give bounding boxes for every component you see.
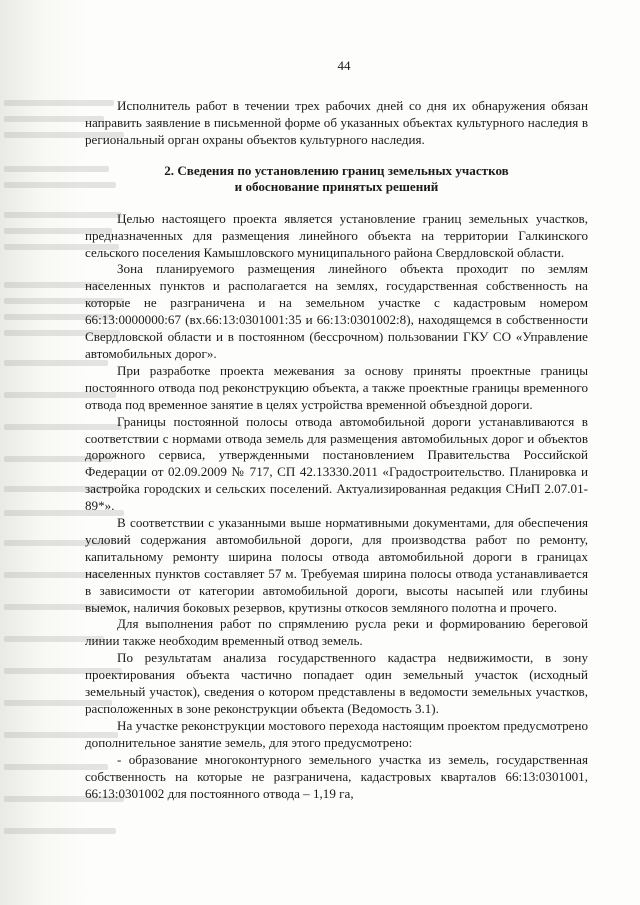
paragraph-boundaries-basis: При разработке проекта межевания за основу приняты проектные границы постоянного отвода под реконструкцию объекта, а также проектные границы временного отвода под временное занятие в целях устройства временной объездной дороги. bbox=[85, 362, 588, 412]
page-number: 44 bbox=[337, 58, 351, 73]
section-heading bbox=[85, 163, 588, 196]
list-item-multicontour-plot: - образование многоконтурного земельного участка из земель, государственная собственность на которые не разграничена, кадастровых кварталов 66:13:0301001, 66:13:0301002 для постоянного отвода – 1,19 га, bbox=[85, 751, 588, 801]
document-body bbox=[85, 98, 588, 802]
paragraph-cadastre: По результатам анализа государственного кадастра недвижимости, в зону проектирования объекта частично попадает один земельный участок (исходный земельный участок), сведения о котором представлены в ведомости земельных участков, расположенных в зоне реконструкции объекта (Ведомость 3.1). bbox=[85, 650, 588, 716]
section-heading-line-2: и обоснование принятых решений bbox=[234, 179, 439, 195]
paragraph-right-of-way: Границы постоянной полосы отвода автомобильной дороги устанавливаются в соответствии с нормами отвода земель для размещения автомобильных дорог и объектов дорожного сервиса, утвержденными постановлением Правительства Российской Федерации от 02.09.2009 № 717, СП 42.13330.2011 «Градостроительство. Планировка и застройка городских и сельских поселений. Актуализированная редакция СНиП 2.07.01-89*». bbox=[85, 413, 588, 514]
paragraph-zone: Зона планируемого размещения линейного объекта проходит по землям населенных пунктов и располагается на землях, государственная собственность на которые не разграничена и на земельном участке с кадастровым номером 66:13:0000000:67 (вх.66:13:0301001:35 и 66:13:0301002:8), находящемся в собственности Свердловской области и в постоянном (бессрочном) пользовании ГКУ СО «Управление автомобильных дорог». bbox=[85, 261, 588, 361]
paragraph-width: В соответствии с указанными выше нормативными документами, для обеспечения условий содержания автомобильной дороги, для производства работ по ремонту, капитальному ремонту ширина полосы отвода автомобильной дороги в границах населенных пунктов составляет 57 м. Требуемая ширина полосы отвода устанавливается в зависимости от категории автомобильной дороги, высоты насыпей или глубины выемок, наличия боковых резервов, крутизны откосов земляного полотна и прочего. bbox=[85, 515, 588, 615]
section-heading-line-1: 2. Сведения по установлению границ земельных участков bbox=[164, 162, 509, 178]
paragraph-additional-land: На участке реконструкции мостового перехода настоящим проектом предусмотрено дополнительное занятие земель, для этого предусмотрено: bbox=[85, 717, 588, 750]
intro-paragraph: Исполнитель работ в течении трех рабочих дней со дня их обнаружения обязан направить заявление в письменной форме об указанных объектах культурного наследия в региональный орган охраны объектов культурного наследия. bbox=[85, 98, 588, 147]
paragraph-riverbed: Для выполнения работ по спрямлению русла реки и формированию береговой линии также необходим временный отвод земель. bbox=[85, 616, 588, 649]
paragraph-purpose: Целью настоящего проекта является установление границ земельных участков, предназначенных для размещения линейного объекта на территории Галкинского сельского поселения Камышловского муниципального района Свердловской области. bbox=[85, 210, 588, 260]
